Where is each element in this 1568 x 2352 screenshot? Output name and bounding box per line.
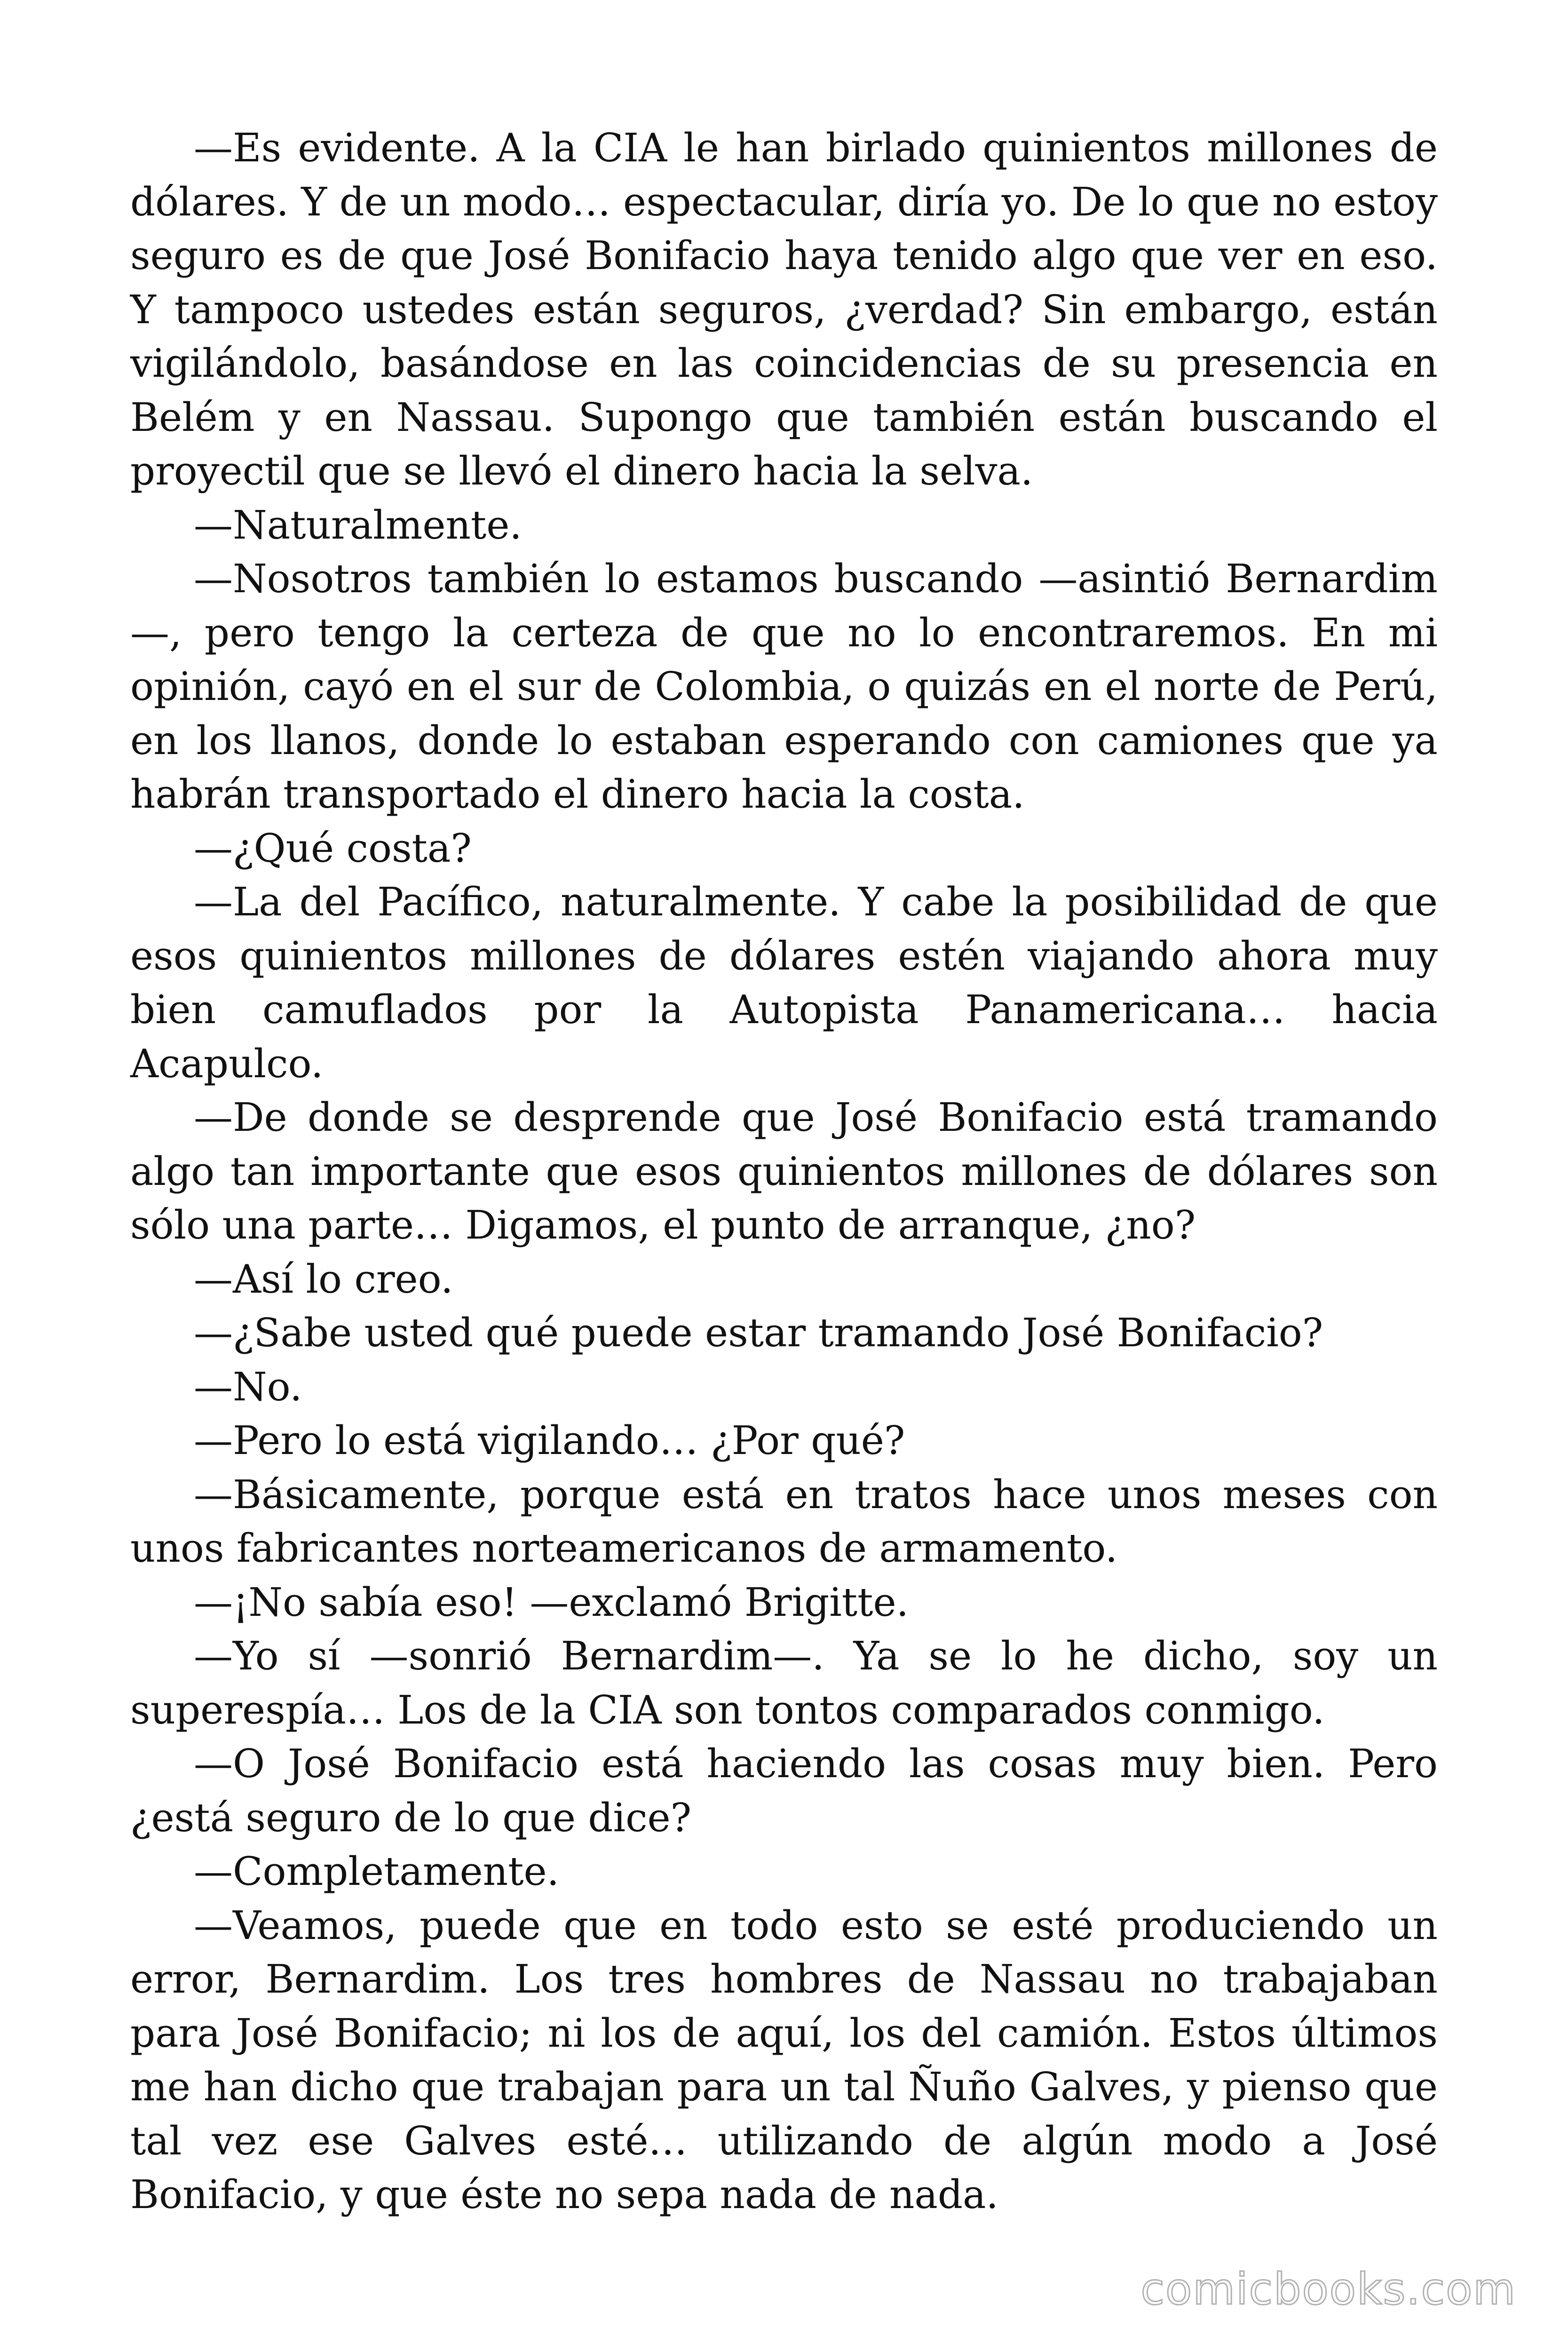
paragraph: —Básicamente, porque está en tratos hace unos meses con unos fabricantes norteamericanos de armamento.: [130, 1471, 1438, 1571]
paragraph: —¿Sabe usted qué puede estar tramando José Bonifacio?: [194, 1310, 1323, 1356]
paragraph: —Nosotros también lo estamos buscando —asintió Bernardim—, pero tengo la certeza de que no lo encontraremos. En mi opinión, cayó en el sur de Colombia, o quizás en el norte de Perú, en los llanos, donde lo estaban esperando con camiones que ya habrán transportado el dinero hacia la costa.: [130, 556, 1438, 817]
paragraph: —O José Bonifacio está haciendo las cosas muy bien. Pero ¿está seguro de lo que dice?: [130, 1741, 1438, 1841]
paragraph: —La del Pacífico, naturalmente. Y cabe la posibilidad de que esos quinientos millones de dólares estén viajando ahora muy bien camuflados por la Autopista Panamericana… hacia Acapulco.: [130, 879, 1438, 1087]
paragraph: —No.: [194, 1364, 302, 1410]
paragraph: —Completamente.: [194, 1849, 559, 1894]
body-text: [130, 121, 1438, 2222]
paragraph: —¿Qué costa?: [194, 825, 472, 871]
paragraph: —Naturalmente.: [194, 502, 522, 548]
watermark: comicbooks.com: [1140, 2264, 1516, 2314]
paragraph: —¡No sabía eso! —exclamó Brigitte.: [194, 1579, 909, 1625]
paragraph: —De donde se desprende que José Bonifacio está tramando algo tan importante que esos quinientos millones de dólares son sólo una parte… Digamos, el punto de arranque, ¿no?: [130, 1095, 1438, 1248]
paragraph: —Yo sí —sonrió Bernardim—. Ya se lo he dicho, soy un superespía… Los de la CIA son tontos comparados conmigo.: [130, 1633, 1438, 1733]
paragraph: —Veamos, puede que en todo esto se esté produciendo un error, Bernardim. Los tres hombres de Nassau no trabajaban para José Bonifacio; ni los de aquí, los del camión. Estos últimos me han dicho que trabajan para un tal Ñuño Galves, y pienso que tal vez ese Galves esté… utilizando de algún modo a José Bonifacio, y que éste no sepa nada de nada.: [130, 1902, 1438, 2217]
paragraph: —Pero lo está vigilando… ¿Por qué?: [194, 1418, 905, 1463]
paragraph: —Así lo creo.: [194, 1256, 453, 1302]
paragraph: —Es evidente. A la CIA le han birlado quinientos millones de dólares. Y de un modo… espectacular, diría yo. De lo que no estoy seguro es de que José Bonifacio haya tenido algo que ver en eso. Y tampoco ustedes están seguros, ¿verdad? Sin embargo, están vigilándolo, basándose en las coincidencias de su presencia en Belém y en Nassau. Supongo que también están buscando el proyectil que se llevó el dinero hacia la selva.: [130, 125, 1438, 494]
